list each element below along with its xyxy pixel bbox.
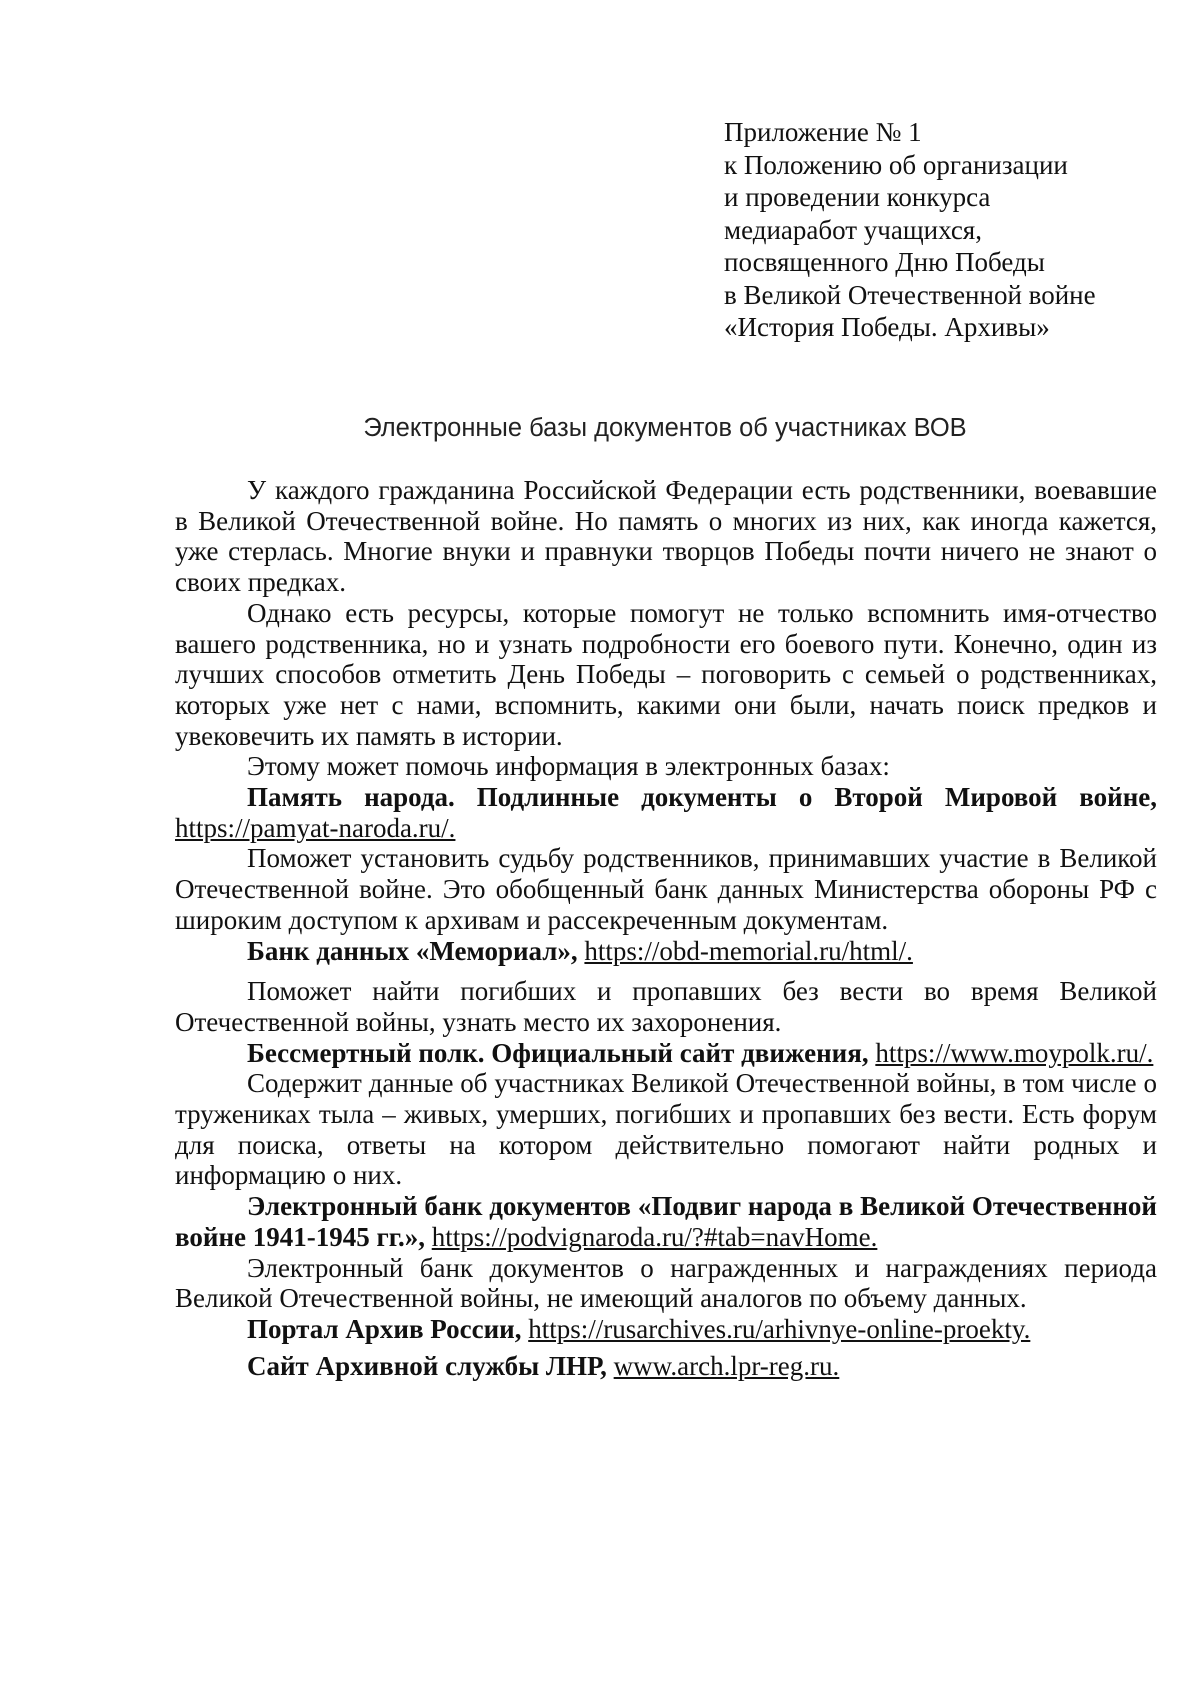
resource-heading-lnr-archive bbox=[175, 1351, 1157, 1382]
intro-paragraph-1: У каждого гражданина Российской Федерации есть родственники, воевавшие в Великой Отечественной войне. Но память о многих из них, как иногда кажется, уже стерлась. Многие внуки и правнуки творцов Победы почти ничего не знают о своих предках. bbox=[175, 475, 1157, 598]
resource-heading-pamyat-naroda bbox=[175, 782, 1157, 843]
resource-description: Содержит данные об участниках Великой Отечественной войны, в том числе о тружениках тыла – живых, умерших, погибших и пропавших без вести. Есть форум для поиска, ответы на котором действительно помогают найти родных и информацию о них. bbox=[175, 1068, 1157, 1191]
resource-heading-podvig-naroda bbox=[175, 1191, 1157, 1252]
appendix-line: и проведении конкурса bbox=[724, 182, 991, 212]
resource-link[interactable]: https://pamyat-naroda.ru/. bbox=[175, 812, 456, 843]
intro-paragraph-2: Однако есть ресурсы, которые помогут не только вспомнить имя-отчество вашего родственника, но и узнать подробности его боевого пути. Конечно, один из лучших способов отметить День Победы – поговорить с семьей о родственниках, которых уже нет с нами, вспомнить, какими они были, начать поиск предков и увековечить их память в истории. bbox=[175, 597, 1157, 751]
resource-name: Бессмертный полк. Официальный сайт движения, bbox=[247, 1037, 869, 1068]
appendix-header bbox=[724, 116, 1096, 344]
appendix-line: посвященного Дню Победы bbox=[724, 247, 1045, 277]
resource-heading-rusarchives bbox=[175, 1314, 1157, 1345]
appendix-line: медиаработ учащихся, bbox=[724, 214, 982, 245]
intro-paragraph-3: Этому может помочь информация в электронных базах: bbox=[247, 751, 890, 782]
resource-name: Память народа. Подлинные документы о Второй Мировой войне, bbox=[247, 782, 1157, 813]
resource-description: Поможет найти погибших и пропавших без вести во время Великой Отечественной войны, узнать место их захоронения. bbox=[175, 976, 1157, 1037]
resource-name: Сайт Архивной службы ЛНР, bbox=[247, 1350, 607, 1381]
resource-link[interactable]: https://www.moypolk.ru/. bbox=[875, 1037, 1154, 1068]
resource-name: Электронный банк документов «Подвиг народа в Великой Отечественной войне 1941-1945 гг.», bbox=[175, 1191, 1157, 1252]
appendix-line: к Положению об организации bbox=[724, 149, 1068, 180]
resource-link[interactable]: https://obd-memorial.ru/html/. bbox=[584, 935, 913, 966]
resource-heading-memorial bbox=[175, 936, 1157, 967]
document-body bbox=[175, 475, 1157, 1381]
resource-link[interactable]: https://rusarchives.ru/arhivnye-online-proekty. bbox=[528, 1313, 1031, 1344]
resource-name: Банк данных «Мемориал», bbox=[247, 935, 578, 966]
document-title: Электронные базы документов об участниках ВОВ bbox=[363, 414, 967, 442]
resource-link[interactable]: https://podvignaroda.ru/?#tab=navHome. bbox=[431, 1221, 878, 1252]
resource-name: Портал Архив России, bbox=[247, 1313, 522, 1344]
appendix-line: Приложение № 1 bbox=[724, 117, 922, 147]
resource-link[interactable]: www.arch.lpr-reg.ru. bbox=[613, 1350, 840, 1381]
resource-description: Электронный банк документов о награжденных и награждениях периода Великой Отечественной войны, не имеющий аналогов по объему данных. bbox=[175, 1252, 1157, 1314]
resource-heading-moypolk bbox=[175, 1038, 1157, 1069]
resource-description: Поможет установить судьбу родственников, принимавших участие в Великой Отечественной войне. Это обобщенный банк данных Министерства обороны РФ с широким доступом к архивам и рассекреченным документам. bbox=[175, 843, 1157, 935]
appendix-line: «История Победы. Архивы» bbox=[724, 312, 1050, 342]
appendix-line: в Великой Отечественной войне bbox=[724, 279, 1096, 310]
